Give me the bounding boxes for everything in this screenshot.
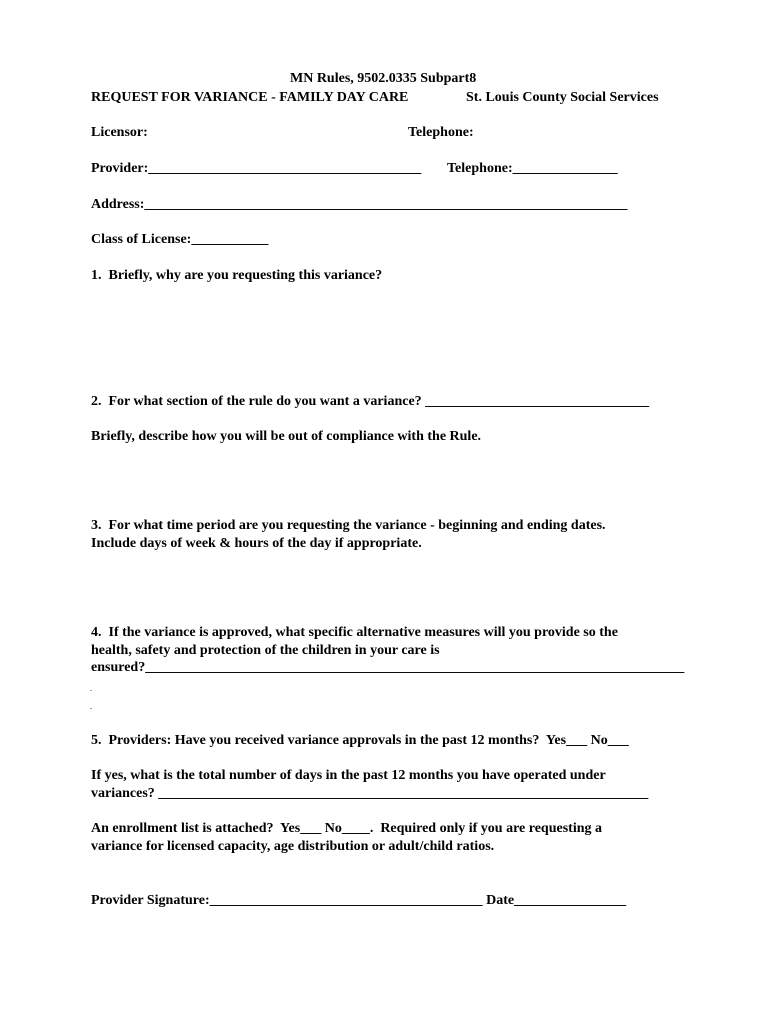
agency-name: St. Louis County Social Services bbox=[466, 90, 659, 105]
question-1-text: 1. Briefly, why are you requesting this variance? bbox=[91, 268, 383, 283]
form-title: REQUEST FOR VARIANCE - FAMILY DAY CARE bbox=[91, 90, 409, 105]
provider-telephone-field: Telephone:_______________ bbox=[447, 161, 618, 176]
stray-mark: - bbox=[90, 688, 92, 694]
question-4-line-3: ensured?_____________________________________________________________________________ bbox=[91, 660, 685, 675]
rule-reference: MN Rules, 9502.0335 Subpart8 bbox=[290, 71, 477, 86]
licensor-label: Licensor: bbox=[91, 125, 148, 140]
question-5-followup-line-1: If yes, what is the total number of days in the past 12 months you have operated under bbox=[91, 768, 606, 783]
address-field: Address:_____________________________________________________________________ bbox=[91, 197, 628, 212]
class-of-license-field: Class of License:___________ bbox=[91, 232, 269, 247]
provider-signature-line: Provider Signature:_______________________________________ Date________________ bbox=[91, 893, 627, 908]
question-2-text: 2. For what section of the rule do you want a variance? ________________________________ bbox=[91, 394, 650, 409]
question-2-followup: Briefly, describe how you will be out of compliance with the Rule. bbox=[91, 429, 482, 444]
question-3-line-2: Include days of week & hours of the day if appropriate. bbox=[91, 536, 422, 551]
enrollment-line-1: An enrollment list is attached? Yes___ No____. Required only if you are requesting a bbox=[91, 821, 603, 836]
licensor-telephone-label: Telephone: bbox=[408, 125, 474, 140]
question-4-line-1: 4. If the variance is approved, what specific alternative measures will you provide so the bbox=[91, 625, 618, 640]
question-4-line-2: health, safety and protection of the children in your care is bbox=[91, 643, 440, 658]
question-5-followup-line-2: variances? ______________________________________________________________________ bbox=[91, 786, 649, 801]
stray-mark: - bbox=[90, 706, 92, 712]
provider-field: Provider:_______________________________________ bbox=[91, 161, 422, 176]
question-5-text: 5. Providers: Have you received variance approvals in the past 12 months? Yes___ No___ bbox=[91, 733, 629, 748]
question-3-line-1: 3. For what time period are you requesting the variance - beginning and ending dates. bbox=[91, 518, 606, 533]
enrollment-line-2: variance for licensed capacity, age distribution or adult/child ratios. bbox=[91, 839, 495, 854]
